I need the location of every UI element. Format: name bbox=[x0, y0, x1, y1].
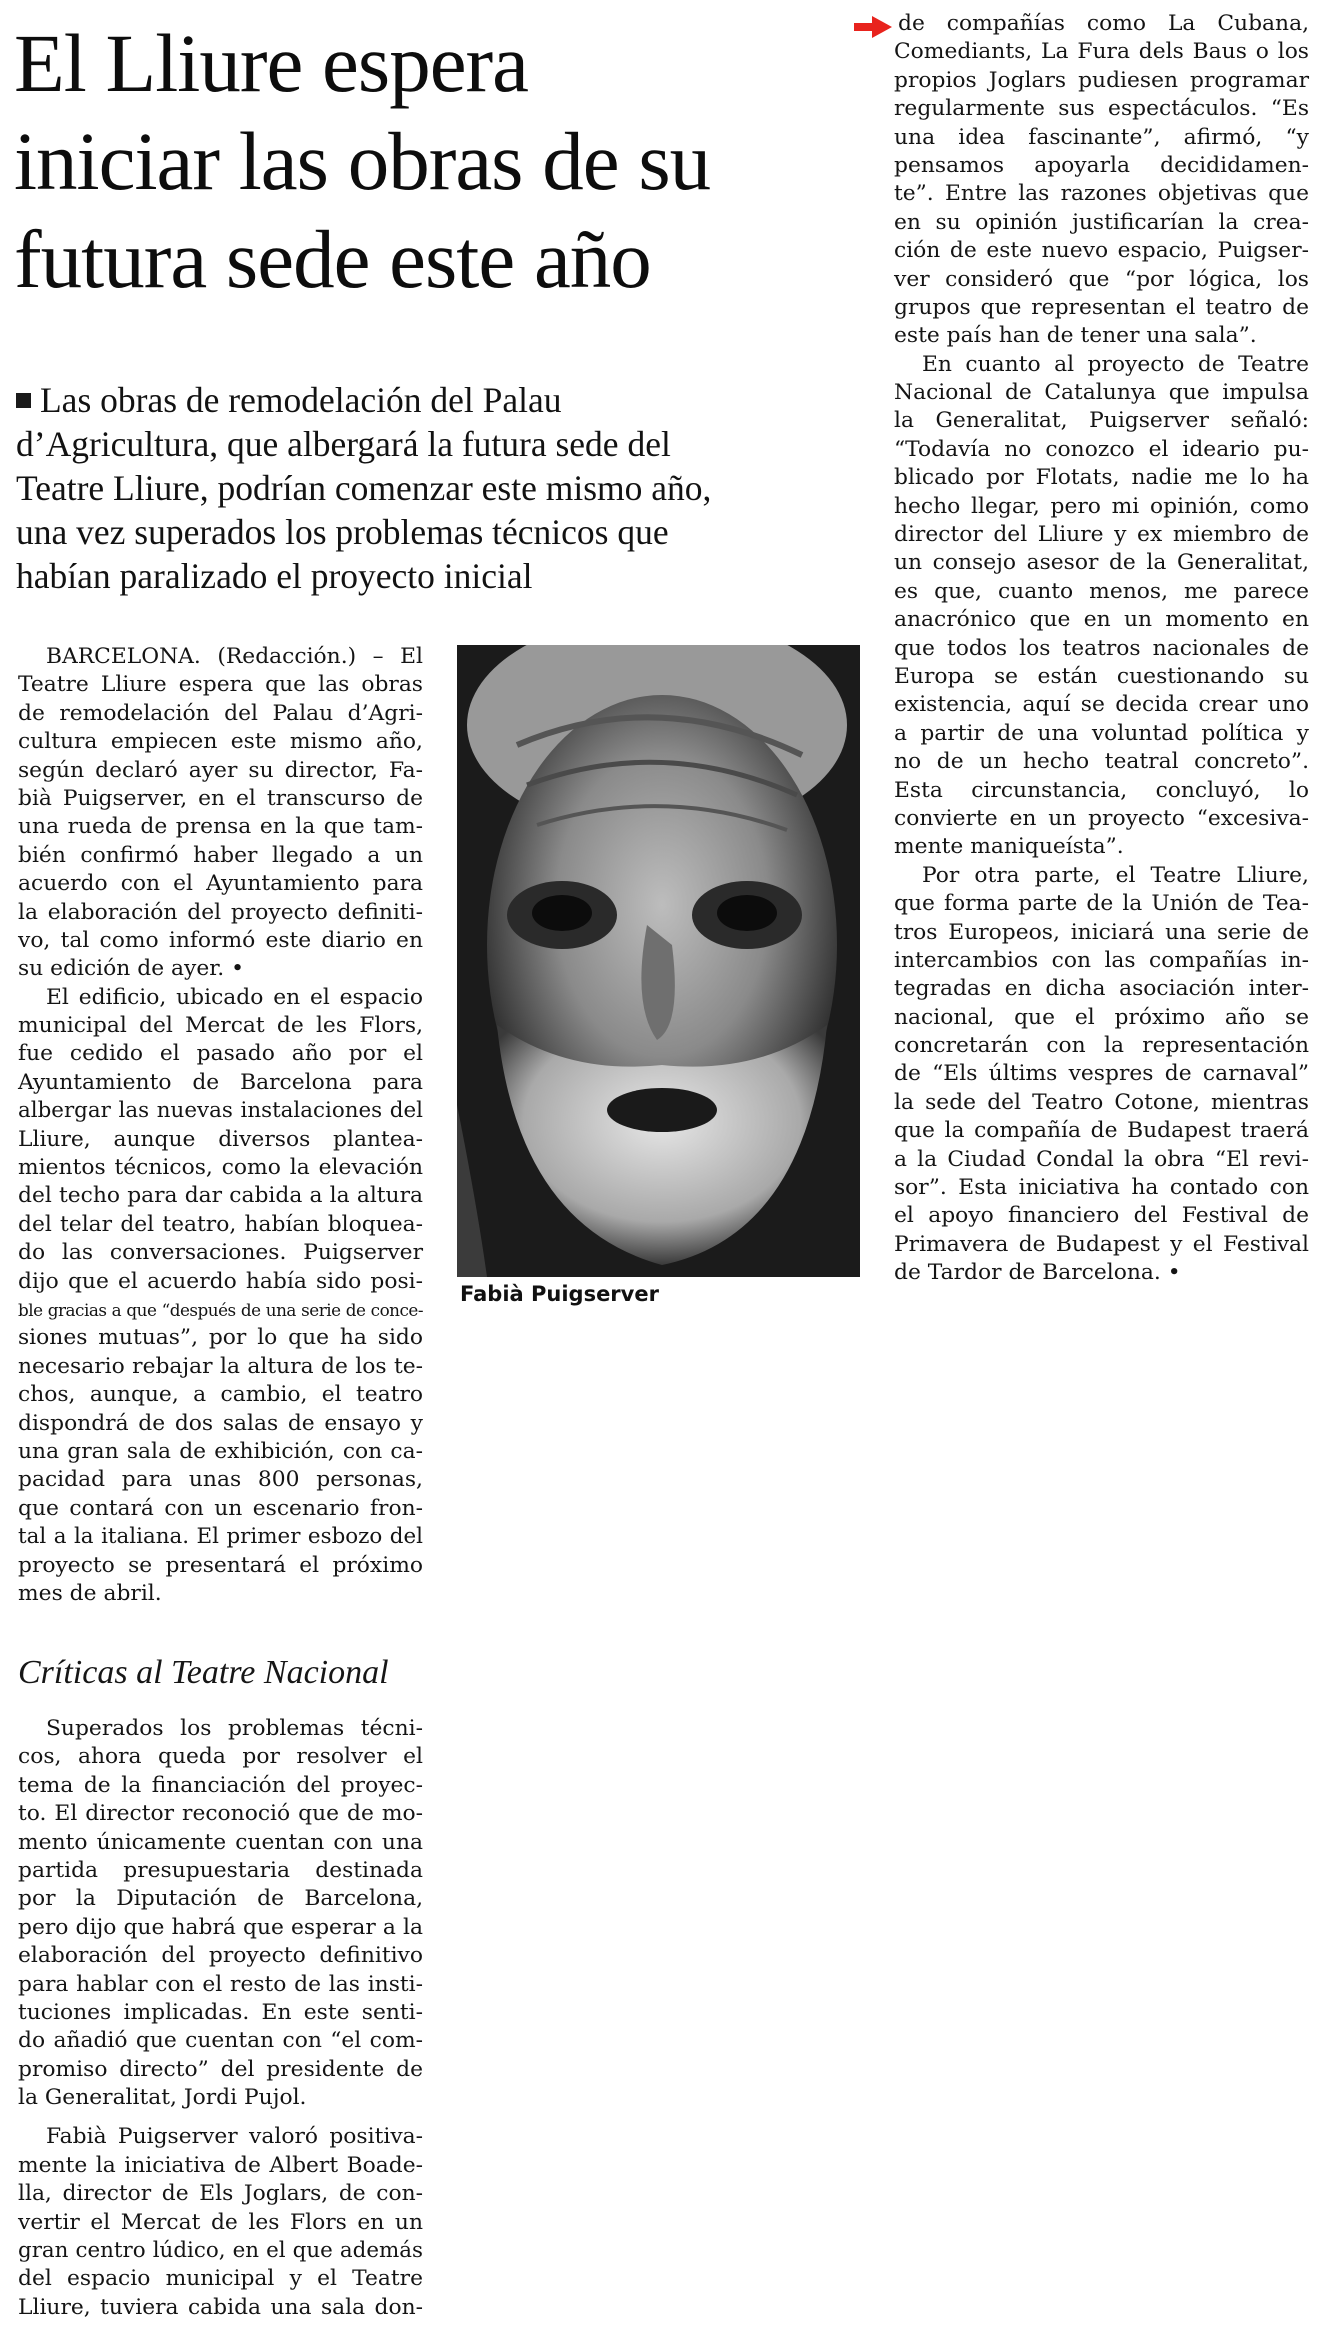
headline-line: El Lliure espera bbox=[14, 17, 529, 109]
body-line: a partir de una voluntad política y bbox=[894, 720, 1309, 746]
body-line: en su opinión justificarían la crea- bbox=[894, 209, 1309, 235]
article-column-1 bbox=[18, 643, 423, 1608]
body-line: ble gracias a que “después de una serie de conce- bbox=[18, 1299, 423, 1320]
body-line: no de un hecho teatral concreto”. bbox=[894, 749, 1309, 775]
continuation-arrow-icon bbox=[854, 16, 892, 38]
body-line: mente maniqueísta”. bbox=[894, 834, 1124, 860]
body-line: chos, aunque, a cambio, el teatro bbox=[18, 1382, 423, 1408]
article-summary bbox=[16, 378, 866, 598]
body-line: Europa se están cuestionando su bbox=[894, 663, 1309, 689]
body-line: albergar las nuevas instalaciones del bbox=[18, 1098, 423, 1124]
body-line: cultura empiecen este mismo año, bbox=[18, 729, 423, 755]
body-line: existencia, aquí se decida crear uno bbox=[894, 692, 1309, 718]
body-line: tema de la financiación del proyec- bbox=[18, 1772, 423, 1798]
body-line: proyecto se presentará el próximo bbox=[18, 1552, 423, 1578]
body-line: sor”. Esta iniciativa ha contado con bbox=[894, 1175, 1309, 1201]
body-line: fue cedido el pasado año por el bbox=[18, 1041, 423, 1067]
body-line: la Generalitat, Puigserver señaló: bbox=[894, 408, 1309, 434]
body-line: municipal del Mercat de les Flors, bbox=[18, 1013, 423, 1039]
body-line: pero dijo que habrá que esperar a la bbox=[18, 1914, 423, 1940]
body-line: Primavera de Budapest y el Festival bbox=[894, 1231, 1309, 1257]
body-line: el apoyo financiero del Festival de bbox=[894, 1203, 1309, 1229]
body-line: que contará con un escenario fron- bbox=[18, 1495, 423, 1521]
body-line: anacrónico que en un momento en bbox=[894, 607, 1309, 633]
body-line: necesario rebajar la altura de los te- bbox=[18, 1353, 423, 1379]
body-line: una rueda de prensa en la que tam- bbox=[18, 814, 423, 840]
body-line: “Todavía no conozco el ideario pu- bbox=[894, 436, 1309, 462]
body-line: por la Diputación de Barcelona, bbox=[18, 1886, 423, 1912]
body-line: concretarán con la representación bbox=[894, 1033, 1309, 1059]
body-line: su edición de ayer. • bbox=[18, 956, 244, 982]
body-line: propios Joglars pudiesen programar bbox=[894, 67, 1309, 93]
summary-line bbox=[16, 378, 866, 422]
body-line: es que, cuanto menos, me parece bbox=[894, 578, 1309, 604]
body-line: de “Els últims vespres de carnaval” bbox=[894, 1061, 1309, 1087]
body-line: En cuanto al proyecto de Teatre bbox=[922, 351, 1309, 377]
body-line: del espacio municipal y el Teatre bbox=[18, 2266, 423, 2292]
summary-text: Las obras de remodelación del Palau bbox=[40, 380, 562, 420]
body-line: este país han de tener una sala”. bbox=[894, 323, 1257, 349]
body-line: te”. Entre las razones objetivas que bbox=[894, 181, 1309, 207]
body-line: lla, director de Els Joglars, de con- bbox=[18, 2181, 423, 2207]
body-line: tegradas en dicha asociación inter- bbox=[894, 976, 1309, 1002]
body-line: mientos técnicos, como la elevación bbox=[18, 1155, 423, 1181]
body-line: la sede del Teatro Cotone, mientras bbox=[894, 1089, 1309, 1115]
body-line: vertir el Mercat de les Flors en un bbox=[18, 2209, 423, 2235]
headline-line: iniciar las obras de su bbox=[14, 115, 711, 207]
body-line: Lliure, tuviera cabida una sala don- bbox=[18, 2294, 423, 2320]
body-line: de compañías como La Cubana, bbox=[898, 11, 1309, 36]
body-line: de remodelación del Palau d’Agri- bbox=[18, 700, 423, 726]
body-line: gran centro lúdico, en el que además bbox=[18, 2238, 423, 2264]
headline-line: futura sede este año bbox=[14, 213, 651, 305]
body-line: según declaró ayer su director, Fa- bbox=[18, 757, 423, 783]
body-line: mento únicamente cuentan con una bbox=[18, 1829, 423, 1855]
body-line: grupos que representan el teatro de bbox=[894, 294, 1309, 320]
body-line: partida presupuestaria destinada bbox=[18, 1857, 423, 1883]
body-line: Ayuntamiento de Barcelona para bbox=[18, 1069, 423, 1095]
body-line: El edificio, ubicado en el espacio bbox=[46, 984, 423, 1010]
body-line: ver consideró que “por lógica, los bbox=[894, 266, 1309, 292]
portrait-photo-icon bbox=[457, 645, 860, 1277]
body-line: un consejo asesor de la Generalitat, bbox=[894, 550, 1309, 576]
body-line: nacional, que el próximo año se bbox=[894, 1004, 1309, 1030]
body-line: bién confirmó haber llegado a un bbox=[18, 842, 423, 868]
headline bbox=[14, 14, 874, 308]
body-line: que la compañía de Budapest traerá bbox=[894, 1118, 1309, 1144]
body-line: Lliure, aunque diversos plantea- bbox=[18, 1126, 423, 1152]
summary-line: una vez superados los problemas técnicos que bbox=[16, 512, 669, 552]
body-line: Teatre Lliure espera que las obras bbox=[18, 672, 423, 698]
portrait-photo bbox=[457, 645, 860, 1277]
body-line: Nacional de Catalunya que impulsa bbox=[894, 380, 1309, 406]
body-line: pacidad para unas 800 personas, bbox=[18, 1467, 423, 1493]
body-line: regularmente sus espectáculos. “Es bbox=[894, 96, 1309, 122]
body-line: hecho llegar, pero mi opinión, como bbox=[894, 493, 1309, 519]
body-line: la elaboración del proyecto definiti- bbox=[18, 899, 423, 925]
body-line: una idea fascinante”, afirmó, “y bbox=[894, 124, 1309, 150]
body-line: tuciones implicadas. En este senti- bbox=[18, 1999, 423, 2025]
body-line: a la Ciudad Condal la obra “El revi- bbox=[894, 1146, 1309, 1172]
body-line: del telar del teatro, habían bloquea- bbox=[18, 1211, 423, 1237]
article-column-1-continued bbox=[18, 1715, 423, 2322]
body-line: bià Puigserver, en el transcurso de bbox=[18, 785, 423, 811]
body-line: to. El director reconoció que de mo- bbox=[18, 1801, 423, 1827]
body-line: Por otra parte, el Teatre Lliure, bbox=[922, 862, 1309, 888]
summary-line: d’Agricultura, que albergará la futura sede del bbox=[16, 424, 671, 464]
body-line: del techo para dar cabida a la altura bbox=[18, 1183, 423, 1209]
body-line: que todos los teatros nacionales de bbox=[894, 635, 1309, 661]
body-line: blicado por Flotats, nadie me lo ha bbox=[894, 465, 1309, 491]
body-line: siones mutuas”, por lo que ha sido bbox=[18, 1325, 423, 1351]
body-line: acuerdo con el Ayuntamiento para bbox=[18, 871, 423, 897]
body-line: cos, ahora queda por resolver el bbox=[18, 1744, 423, 1770]
body-line: mente la iniciativa de Albert Boade- bbox=[18, 2152, 423, 2178]
body-line: ción de este nuevo espacio, Puigser- bbox=[894, 238, 1309, 264]
body-line: elaboración del proyecto definitivo bbox=[18, 1943, 423, 1969]
body-line: mes de abril. bbox=[18, 1580, 162, 1606]
body-line: dijo que el acuerdo había sido posi- bbox=[18, 1268, 423, 1294]
body-line: para hablar con el resto de las insti- bbox=[18, 1971, 423, 1997]
body-line: tal a la italiana. El primer esbozo del bbox=[18, 1524, 423, 1550]
body-line: intercambios con las compañías in- bbox=[894, 947, 1309, 973]
body-line: Comediants, La Fura dels Baus o los bbox=[894, 39, 1309, 65]
body-line: dispondrá de dos salas de ensayo y bbox=[18, 1410, 423, 1436]
body-line: Superados los problemas técni- bbox=[46, 1716, 423, 1741]
summary-line: Teatre Lliure, podrían comenzar este mismo año, bbox=[16, 468, 712, 508]
body-line: BARCELONA. (Redacción.) – El bbox=[46, 644, 423, 669]
bullet-square-icon bbox=[16, 393, 31, 408]
body-line: do añadió que cuentan con “el com- bbox=[18, 2028, 423, 2054]
body-line: la Generalitat, Jordi Pujol. bbox=[18, 2085, 307, 2111]
body-line: una gran sala de exhibición, con ca- bbox=[18, 1438, 423, 1464]
body-line: pensamos apoyarla decididamen- bbox=[894, 152, 1309, 178]
section-subheading: Críticas al Teatre Nacional bbox=[18, 1654, 389, 1691]
body-line: Fabià Puigserver valoró positiva- bbox=[46, 2124, 423, 2150]
body-line: convierte en un proyecto “excesiva- bbox=[894, 805, 1309, 831]
summary-line: habían paralizado el proyecto inicial bbox=[16, 556, 533, 596]
body-line: do las conversaciones. Puigserver bbox=[18, 1240, 423, 1266]
body-line: promiso directo” del presidente de bbox=[18, 2056, 423, 2082]
photo-caption: Fabià Puigserver bbox=[460, 1282, 659, 1306]
body-line: de Tardor de Barcelona. • bbox=[894, 1260, 1181, 1286]
article-column-3 bbox=[894, 10, 1309, 1288]
body-line: director del Lliure y ex miembro de bbox=[894, 522, 1309, 548]
body-line: vo, tal como informó este diario en bbox=[18, 927, 423, 953]
body-line: tros Europeos, iniciará una serie de bbox=[894, 919, 1309, 945]
body-line: que forma parte de la Unión de Tea- bbox=[894, 891, 1309, 917]
body-line: Esta circunstancia, concluyó, lo bbox=[894, 777, 1309, 803]
